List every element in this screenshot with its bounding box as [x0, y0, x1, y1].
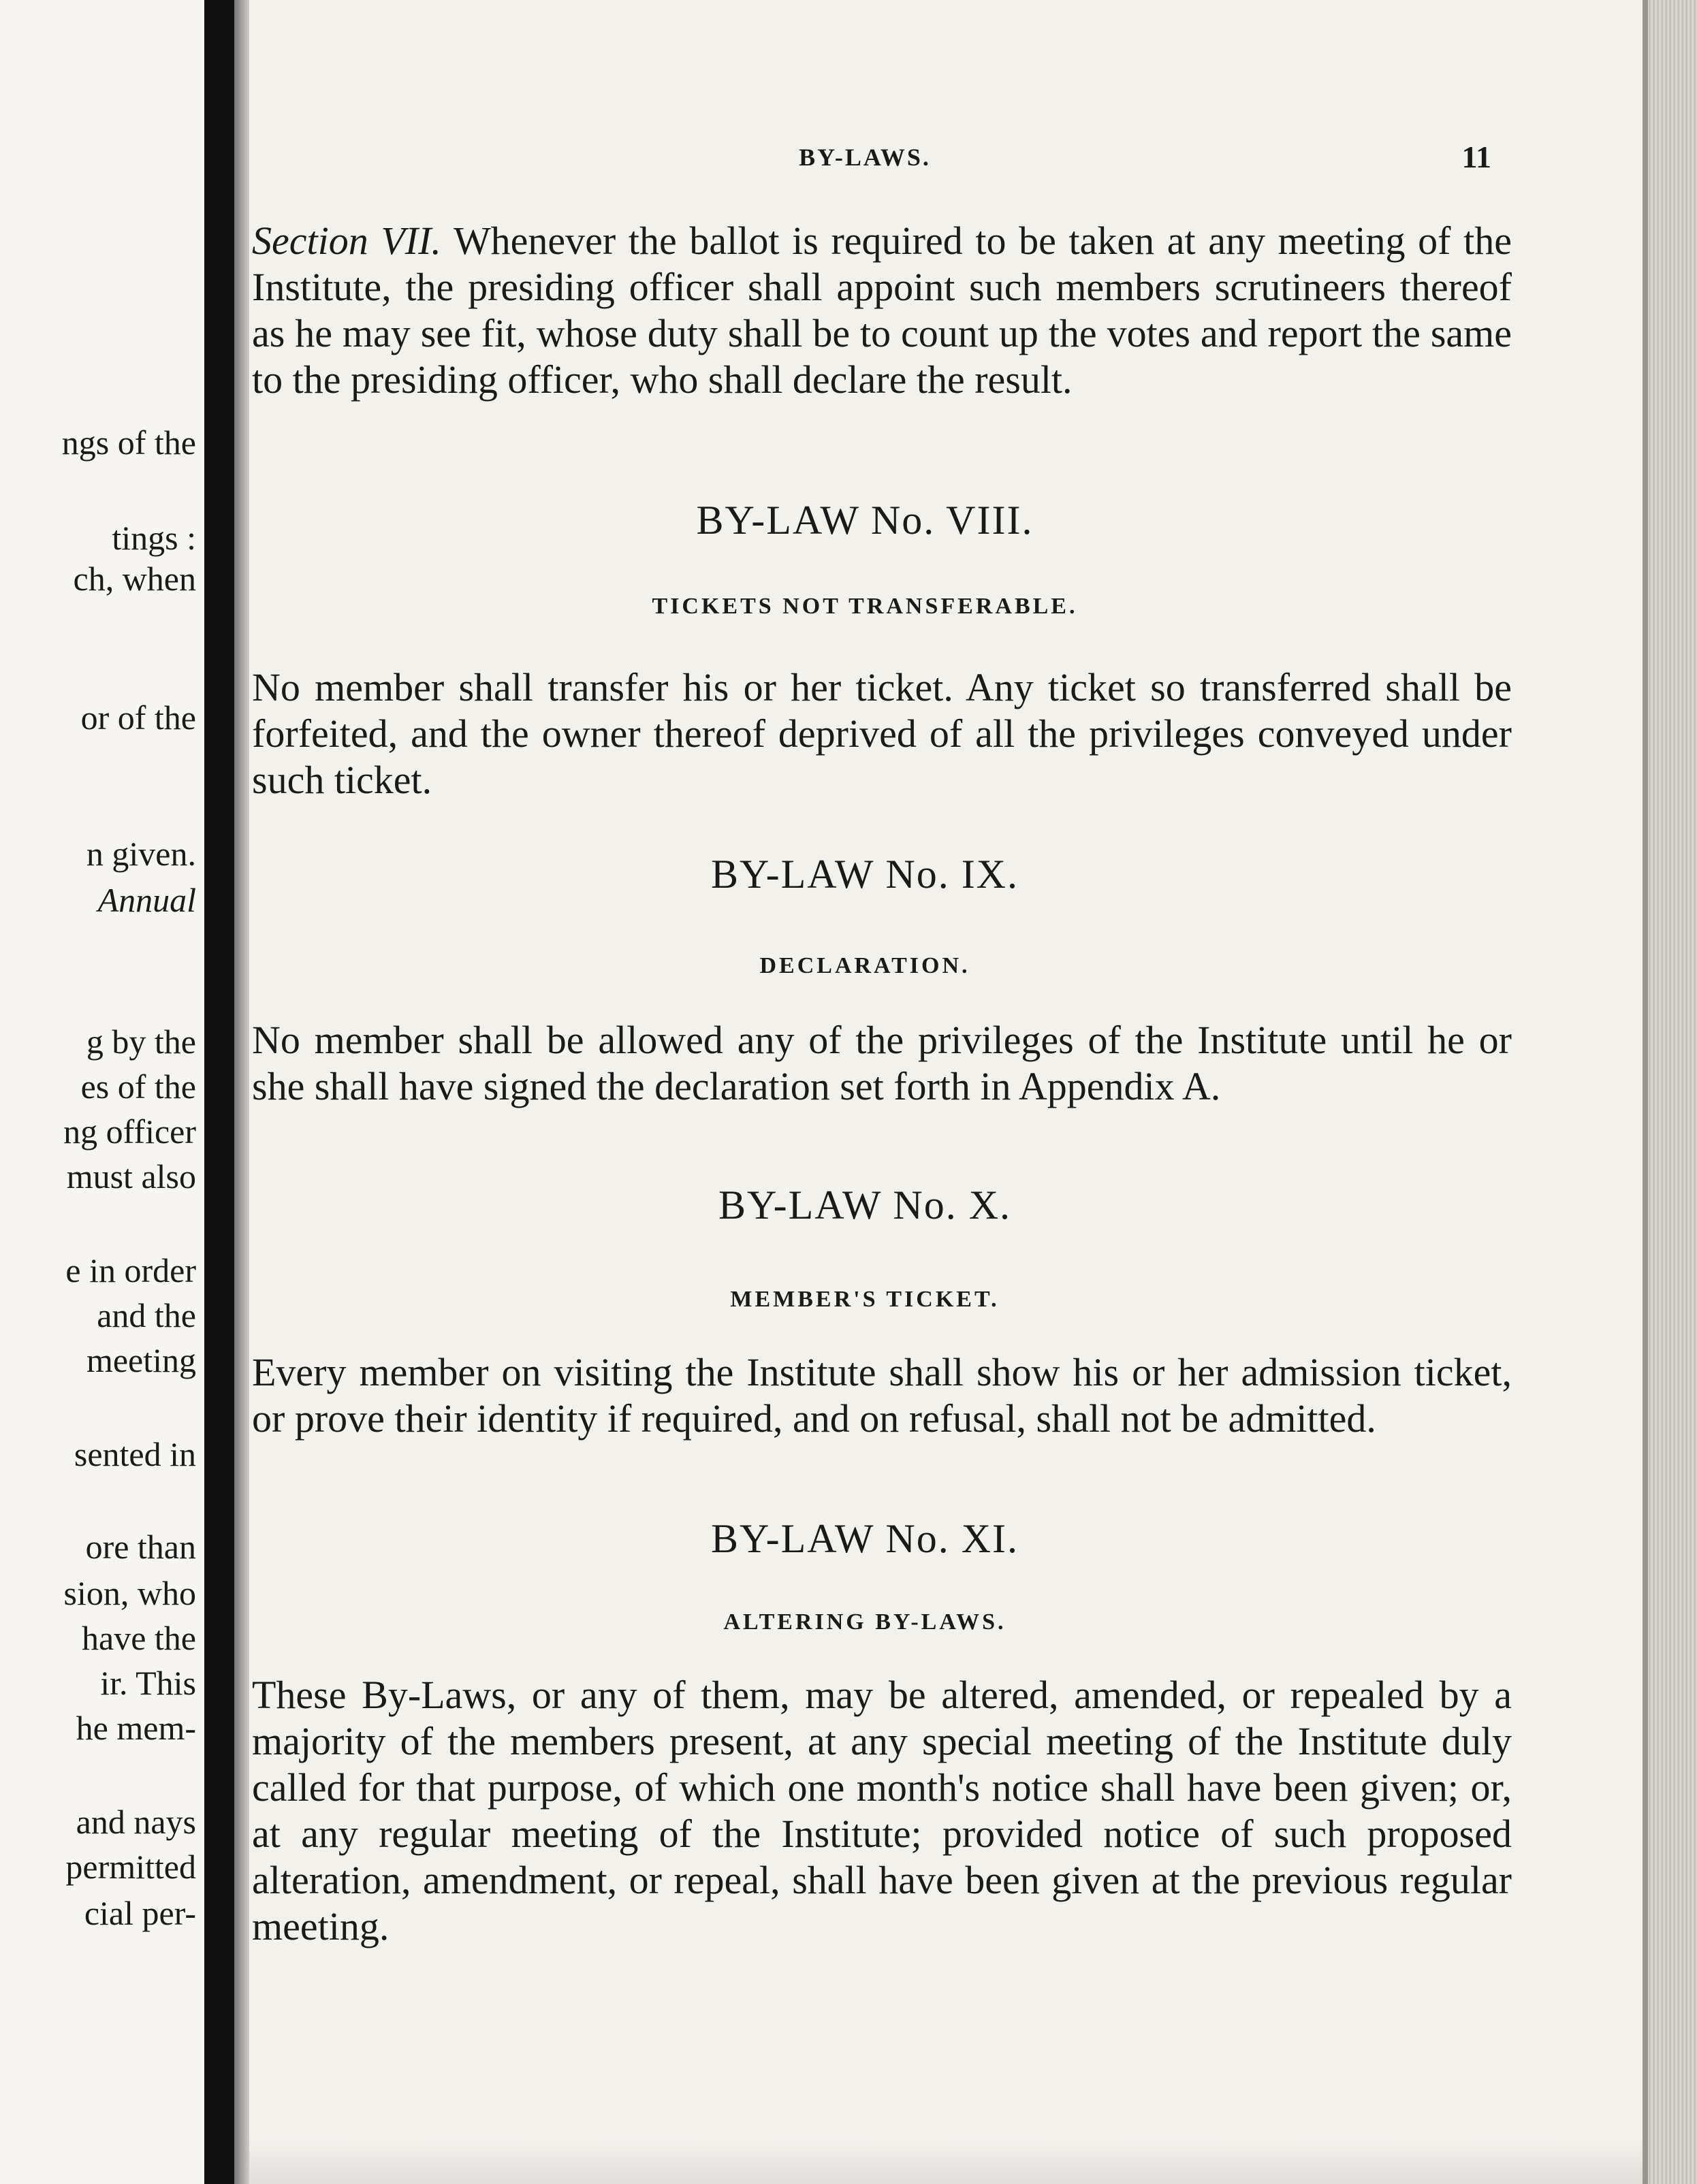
- bylaw-x-subheading: MEMBER'S TICKET.: [730, 1287, 1000, 1312]
- left-page-line: ir. This: [100, 1664, 196, 1702]
- left-page-line: sion, who: [63, 1574, 196, 1612]
- left-page-line: permitted: [65, 1848, 196, 1886]
- left-page-line: e in order: [65, 1251, 196, 1289]
- section-vii-text: Whenever the ballot is required to be taken at any meeting of the Institute, the presiding officer shall appoint such members scrutineers thereof as he may see fit, whose duty shall be to count up the votes and report the same to the presiding officer, who shall declare the result.: [252, 219, 1512, 402]
- left-page-line: g by the: [86, 1023, 196, 1061]
- left-facing-page: [0, 0, 204, 2184]
- left-page-line: Annual: [97, 881, 196, 919]
- running-head: [252, 140, 1512, 184]
- left-page-line: cial per-: [84, 1894, 196, 1932]
- running-title: BY-LAWS.: [799, 144, 931, 171]
- left-page-line: and the: [97, 1296, 196, 1334]
- bylaw-xi-heading: BY-LAW No. XI.: [710, 1516, 1019, 1561]
- left-page-line: ore than: [85, 1528, 196, 1566]
- bylaw-viii-subheading: TICKETS NOT TRANSFERABLE.: [652, 594, 1078, 619]
- page-number: 11: [1461, 140, 1491, 174]
- section-vii-paragraph: [252, 218, 1512, 403]
- document-page: [252, 0, 1512, 2184]
- page-edge-shadow: [1643, 0, 1648, 2184]
- left-page-line: es of the: [80, 1067, 196, 1106]
- bylaw-xi-text: These By-Laws, or any of them, may be altered, amended, or repealed by a majority of the members present, at any special meeting of the Institute duly called for that purpose, of which one month's notice shall have been given; or, at any regular meeting of the Institute; provided notice of such proposed alteration, amendment, or repeal, shall have been given at the previous regular meeting.: [252, 1673, 1512, 1948]
- bylaw-xi-subheading: ALTERING BY-LAWS.: [723, 1609, 1006, 1635]
- bylaw-x-heading: BY-LAW No. X.: [718, 1183, 1012, 1227]
- left-page-line: ch, when: [73, 560, 196, 598]
- left-page-line: he mem-: [76, 1709, 196, 1747]
- left-page-line: ngs of the: [61, 423, 196, 462]
- left-page-line: or of the: [80, 698, 196, 737]
- left-page-line: n given.: [86, 835, 196, 873]
- left-page-line: meeting: [86, 1341, 196, 1379]
- left-page-line: have the: [82, 1619, 196, 1657]
- bylaw-ix-heading: BY-LAW No. IX.: [710, 852, 1019, 897]
- bylaw-viii-heading: BY-LAW No. VIII.: [696, 498, 1034, 543]
- left-page-line: must also: [66, 1157, 196, 1195]
- left-page-line: and nays: [76, 1803, 196, 1841]
- book-gutter: [204, 0, 234, 2184]
- bylaw-ix-text: No member shall be allowed any of the privileges of the Institute until he or she shall have signed the declaration set forth in Appendix A.: [252, 1018, 1512, 1108]
- section-vii-lead: Section VII.: [252, 219, 441, 263]
- bylaw-viii-text: No member shall transfer his or her ticket. Any ticket so transferred shall be forfeited, and the owner thereof deprived of all the privileges conveyed under such ticket.: [252, 665, 1512, 802]
- bylaw-ix-subheading: DECLARATION.: [759, 953, 970, 978]
- page-edges: [1648, 0, 1697, 2184]
- gutter-shadow: [234, 0, 249, 2184]
- left-page-line: sented in: [74, 1435, 196, 1473]
- bylaw-x-text: Every member on visiting the Institute shall show his or her admission ticket, or prove their identity if required, and on refusal, shall not be admitted.: [252, 1350, 1512, 1441]
- left-page-line: ng officer: [63, 1112, 196, 1151]
- left-page-line: tings :: [112, 519, 196, 557]
